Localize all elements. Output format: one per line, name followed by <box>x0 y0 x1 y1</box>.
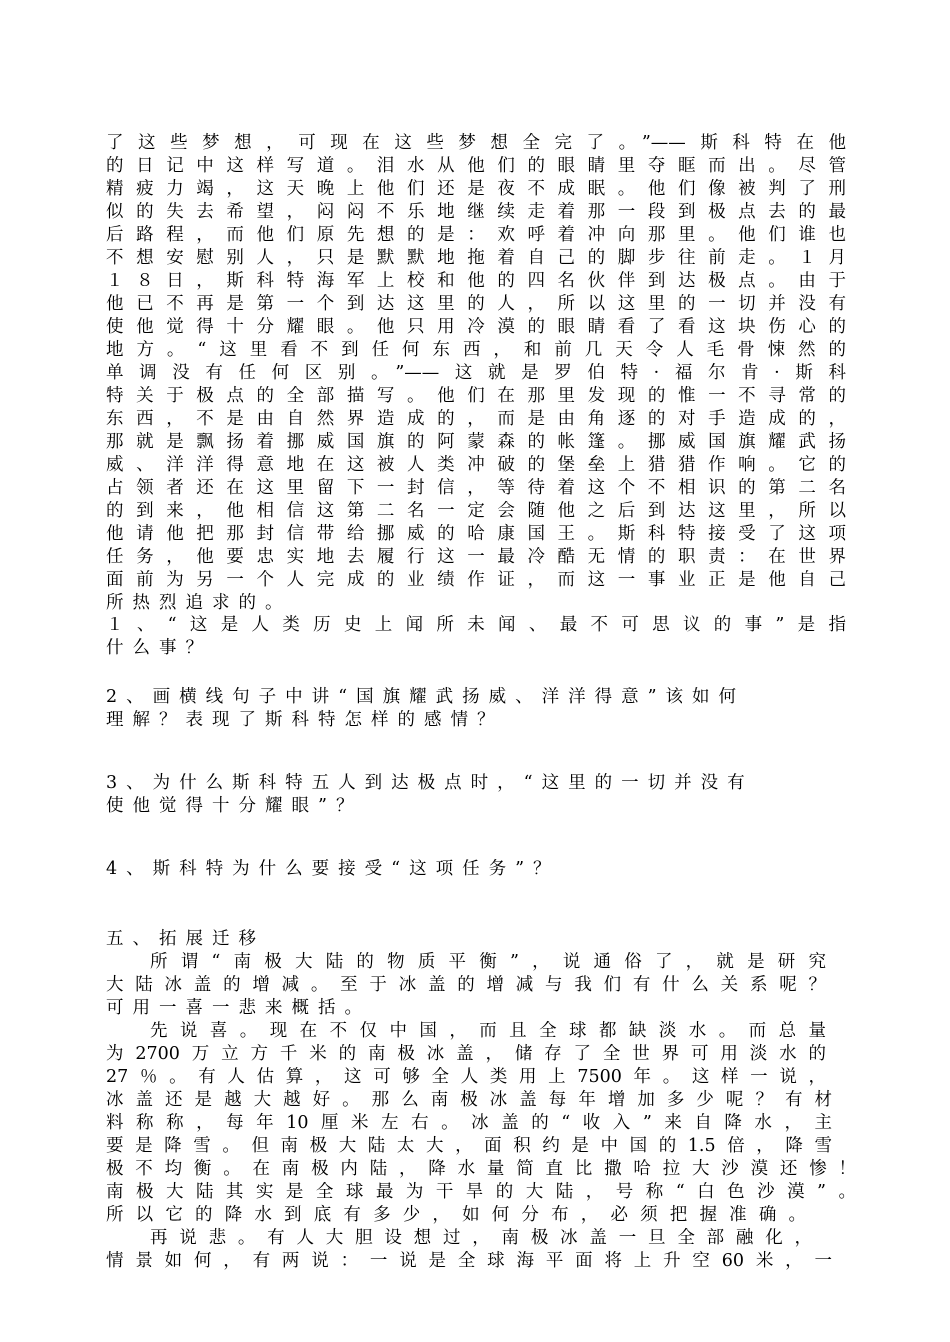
paragraph-line: 可用一喜一悲来概括。 <box>106 998 371 1018</box>
paragraph-line: 为2700万立方千米的南极冰盖，储存了全世界可用淡水的 <box>106 1044 826 1064</box>
passage-line: 面前为另一个人完成的业绩作证，而这一事业正是他自己 <box>106 570 846 590</box>
passage-line: 后路程，而他们原先想的是：欢呼着冲向那里。他们谁也 <box>106 225 846 245</box>
paragraph-line: 极不均衡。在南极内陆，降水量简直比撒哈拉大沙漠还惨！ <box>106 1159 856 1179</box>
question-2-continued: 理解？表现了斯科特怎样的感情？ <box>106 710 504 730</box>
passage-line: 精疲力竭，这天晚上他们还是夜不成眠。他们像被判了刑 <box>106 179 846 199</box>
question-4: 4、斯科特为什么要接受“这项任务”？ <box>106 859 560 879</box>
passage-line: 单调没有任何区别。”——这就是罗伯特·福尔肯·斯科 <box>106 363 846 383</box>
paragraph-line: 要是降雪。但南极大陆太大，面积约是中国的1.5倍，降雪 <box>106 1136 832 1156</box>
question-2: 2、画横线句子中讲“国旗耀武扬威、洋洋得意”该如何 <box>106 687 746 707</box>
paragraph-line: 情景如何，有两说：一说是全球海平面将上升空60米，一 <box>106 1251 832 1271</box>
passage-line: 的日记中这样写道。泪水从他们的眼睛里夺眶而出。尽管 <box>106 156 846 176</box>
passage-line: 所热烈追求的。 <box>106 593 292 613</box>
passage-line: 他已不再是第一个到达这里的人，所以这里的一切并没有 <box>106 294 846 314</box>
passage-line: 占领者还在这里留下一封信，等待着这个不相识的第二名 <box>106 478 846 498</box>
passage-line: 东西，不是由自然界造成的，而是由角逐的对手造成的， <box>106 409 846 429</box>
passage-line: 特关于极点的全部描写。他们在那里发现的惟一不寻常的 <box>106 386 846 406</box>
paragraph-line: 冰盖还是越大越好。那么南极冰盖每年增加多少呢？有材 <box>106 1090 832 1110</box>
passage-line: 的到来，他相信这第二名一定会随他之后到达这里，所以 <box>106 501 846 521</box>
passage-line: 那就是飘扬着挪威国旗的阿蒙森的帐篷。挪威国旗耀武扬 <box>106 432 846 452</box>
question-1-continued: 什么事？ <box>106 638 212 658</box>
passage-line: 似的失去希望，闷闷不乐地继续走着那一段到极点去的最 <box>106 202 846 222</box>
paragraph-line: 27％。有人估算，这可够全人类用上7500年。这样一说， <box>106 1067 826 1087</box>
paragraph-line: 先说喜。现在不仅中国，而且全球都缺淡水。而总量 <box>150 1021 826 1041</box>
passage-line: 威、洋洋得意地在这被人类冲破的堡垒上猎猎作响。它的 <box>106 455 846 475</box>
section-heading: 五、拓展迁移 <box>106 929 265 949</box>
paragraph-line: 再说悲。有人大胆设想过，南极冰盖一旦全部融化， <box>150 1228 812 1248</box>
passage-line: 任务，他要忠实地去履行这一最冷酷无情的职责：在世界 <box>106 547 846 567</box>
paragraph-line: 所以它的降水到底有多少，如何分布，必须把握准确。 <box>106 1205 806 1225</box>
paragraph-line: 大陆冰盖的增减。至于冰盖的增减与我们有什么关系呢？ <box>106 975 826 995</box>
passage-line: 地方。“这里看不到任何东西，和前几天令人毛骨悚然的 <box>106 340 846 360</box>
paragraph-line: 南极大陆其实是全球最为干旱的大陆，号称“白色沙漠”。 <box>106 1182 856 1202</box>
question-3: 3、为什么斯科特五人到达极点时，“这里的一切并没有 <box>106 773 754 793</box>
passage-line: １８日，斯科特海军上校和他的四名伙伴到达极点。由于 <box>106 271 846 291</box>
passage-line: 他请他把那封信带给挪威的哈康国王。斯科特接受了这项 <box>106 524 846 544</box>
question-3-continued: 使他觉得十分耀眼”？ <box>106 796 363 816</box>
paragraph-line: 所谓“南极大陆的物质平衡”，说通俗了，就是研究 <box>150 952 826 972</box>
passage-line: 使他觉得十分耀眼。他只用冷漠的眼睛看了看这块伤心的 <box>106 317 846 337</box>
paragraph-line: 料称称，每年10厘米左右。冰盖的“收入”来自降水，主 <box>106 1113 832 1133</box>
passage-line: 不想安慰别人，只是默默地拖着自己的脚步往前走。１月 <box>106 248 846 268</box>
passage-line: 了这些梦想，可现在这些梦想全完了。”——斯科特在他 <box>106 133 846 153</box>
question-1: １、“这是人类历史上闻所未闻、最不可思议的事”是指 <box>106 615 846 635</box>
